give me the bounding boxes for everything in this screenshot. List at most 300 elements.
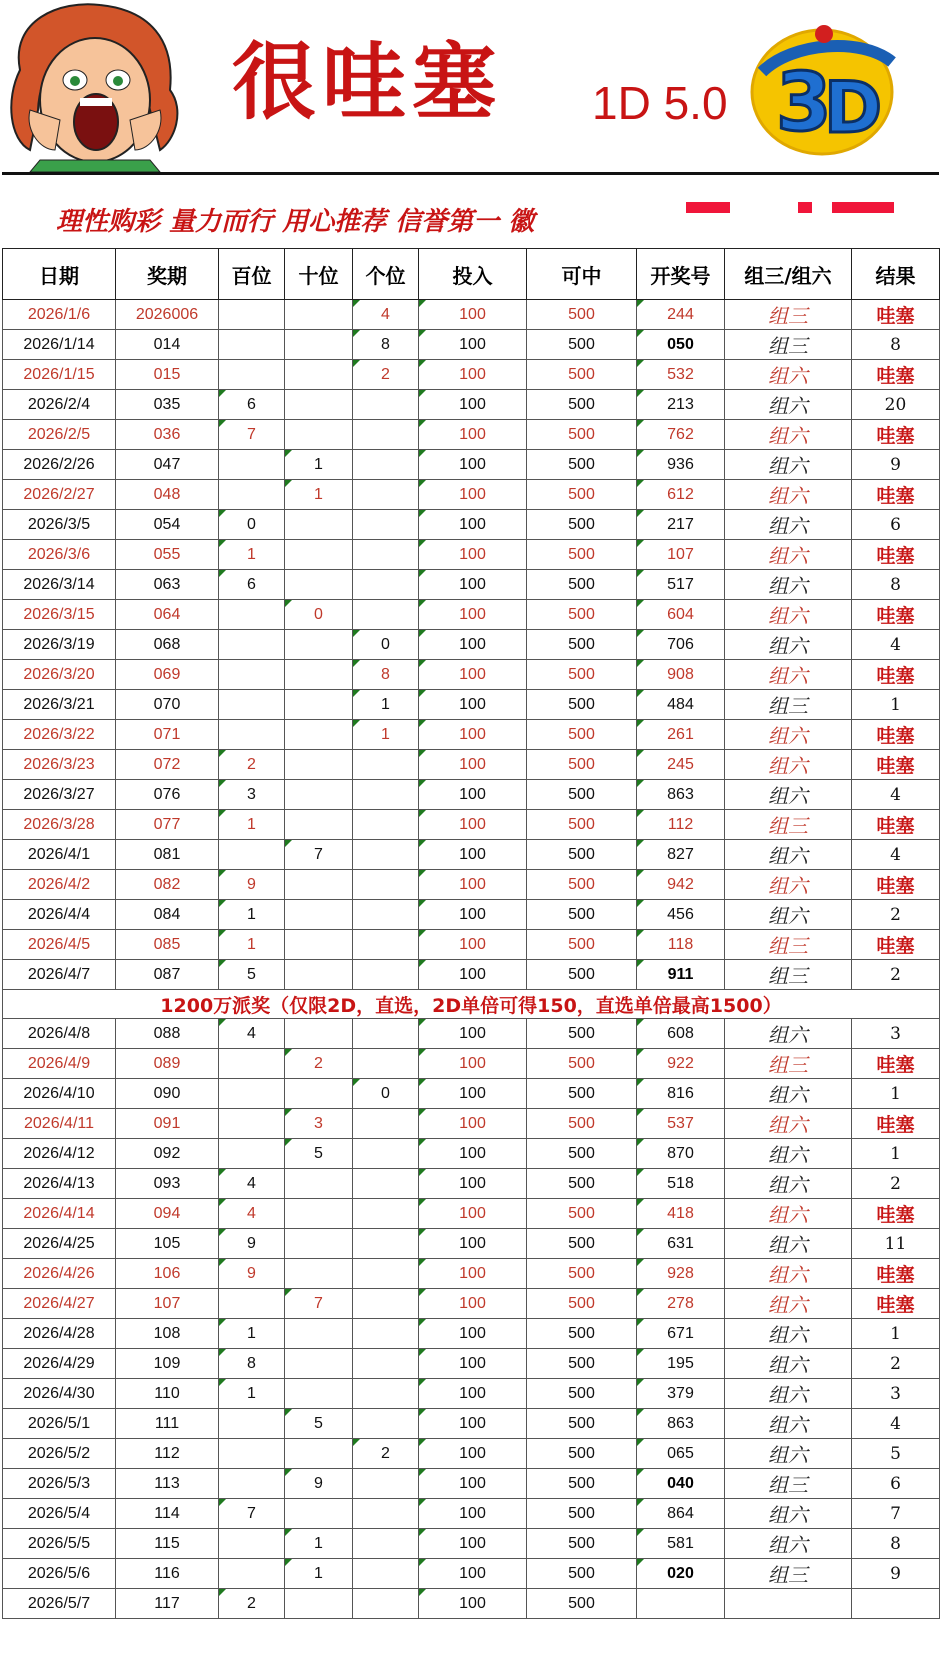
redaction-mark bbox=[686, 202, 730, 213]
stake-cell: 100 bbox=[419, 540, 527, 570]
period-cell: 014 bbox=[116, 330, 219, 360]
group-type-cell: 组六 bbox=[725, 660, 852, 690]
table-row bbox=[3, 1019, 940, 1049]
group-type-cell: 组六 bbox=[725, 510, 852, 540]
date-cell: 2026/3/5 bbox=[3, 510, 116, 540]
result-cell: 2 bbox=[852, 900, 940, 930]
hundreds-cell bbox=[219, 1409, 285, 1439]
result-cell: 8 bbox=[852, 1529, 940, 1559]
stake-cell: 100 bbox=[419, 1499, 527, 1529]
group-type-cell: 组六 bbox=[725, 1379, 852, 1409]
result-cell: 哇塞 bbox=[852, 660, 940, 690]
stake-cell: 100 bbox=[419, 840, 527, 870]
table-row bbox=[3, 750, 940, 780]
tens-cell bbox=[285, 1229, 353, 1259]
group-type-cell: 组六 bbox=[725, 600, 852, 630]
stake-cell: 100 bbox=[419, 1199, 527, 1229]
period-cell: 055 bbox=[116, 540, 219, 570]
column-header: 组三/组六 bbox=[725, 249, 852, 300]
period-cell: 090 bbox=[116, 1079, 219, 1109]
result-cell: 哇塞 bbox=[852, 1289, 940, 1319]
group-type-cell: 组六 bbox=[725, 1289, 852, 1319]
hundreds-cell bbox=[219, 1139, 285, 1169]
hundreds-cell: 9 bbox=[219, 1259, 285, 1289]
units-cell bbox=[353, 1199, 419, 1229]
units-cell bbox=[353, 1109, 419, 1139]
hundreds-cell: 7 bbox=[219, 420, 285, 450]
result-cell: 2 bbox=[852, 960, 940, 990]
group-type-cell: 组六 bbox=[725, 1439, 852, 1469]
result-cell: 4 bbox=[852, 1409, 940, 1439]
units-cell bbox=[353, 420, 419, 450]
result-cell: 哇塞 bbox=[852, 360, 940, 390]
hundreds-cell bbox=[219, 600, 285, 630]
draw-number-cell: 706 bbox=[637, 630, 725, 660]
hundreds-cell: 3 bbox=[219, 780, 285, 810]
column-header: 结果 bbox=[852, 249, 940, 300]
tens-cell bbox=[285, 750, 353, 780]
redaction-mark bbox=[798, 202, 812, 213]
group-type-cell: 组六 bbox=[725, 480, 852, 510]
period-cell: 082 bbox=[116, 870, 219, 900]
payout-cell: 500 bbox=[527, 1469, 637, 1499]
payout-cell: 500 bbox=[527, 1139, 637, 1169]
group-type-cell: 组三 bbox=[725, 690, 852, 720]
period-cell: 094 bbox=[116, 1199, 219, 1229]
date-cell: 2026/1/14 bbox=[3, 330, 116, 360]
table-row bbox=[3, 330, 940, 360]
stake-cell: 100 bbox=[419, 1559, 527, 1589]
group-type-cell: 组三 bbox=[725, 1469, 852, 1499]
result-cell: 8 bbox=[852, 330, 940, 360]
period-cell: 093 bbox=[116, 1169, 219, 1199]
draw-number-cell: 112 bbox=[637, 810, 725, 840]
draw-number-cell: 604 bbox=[637, 600, 725, 630]
hundreds-cell: 1 bbox=[219, 1319, 285, 1349]
stake-cell: 100 bbox=[419, 1289, 527, 1319]
draw-number-cell: 118 bbox=[637, 930, 725, 960]
draw-number-cell: 936 bbox=[637, 450, 725, 480]
draw-number-cell: 217 bbox=[637, 510, 725, 540]
table-row bbox=[3, 1229, 940, 1259]
table-row bbox=[3, 660, 940, 690]
units-cell bbox=[353, 750, 419, 780]
payout-cell: 500 bbox=[527, 900, 637, 930]
results-table-container bbox=[2, 248, 939, 1619]
units-cell bbox=[353, 390, 419, 420]
tens-cell bbox=[285, 360, 353, 390]
result-cell: 哇塞 bbox=[852, 750, 940, 780]
result-cell: 1 bbox=[852, 1319, 940, 1349]
hundreds-cell: 2 bbox=[219, 1589, 285, 1619]
stake-cell: 100 bbox=[419, 300, 527, 330]
payout-cell: 500 bbox=[527, 300, 637, 330]
date-cell: 2026/2/5 bbox=[3, 420, 116, 450]
table-row bbox=[3, 1049, 940, 1079]
date-cell: 2026/5/7 bbox=[3, 1589, 116, 1619]
group-type-cell: 组六 bbox=[725, 1199, 852, 1229]
period-cell: 113 bbox=[116, 1469, 219, 1499]
table-row bbox=[3, 1139, 940, 1169]
draw-number-cell: 107 bbox=[637, 540, 725, 570]
draw-number-cell: 762 bbox=[637, 420, 725, 450]
date-cell: 2026/3/22 bbox=[3, 720, 116, 750]
payout-cell: 500 bbox=[527, 840, 637, 870]
stake-cell: 100 bbox=[419, 360, 527, 390]
stake-cell: 100 bbox=[419, 1469, 527, 1499]
units-cell bbox=[353, 1169, 419, 1199]
date-cell: 2026/4/13 bbox=[3, 1169, 116, 1199]
version-label: 1D 5.0 bbox=[592, 77, 728, 129]
payout-cell: 500 bbox=[527, 1109, 637, 1139]
tens-cell bbox=[285, 1079, 353, 1109]
table-row bbox=[3, 510, 940, 540]
lottery-3d-logo-icon bbox=[742, 12, 902, 162]
period-cell: 068 bbox=[116, 630, 219, 660]
date-cell: 2026/3/27 bbox=[3, 780, 116, 810]
result-cell: 哇塞 bbox=[852, 1049, 940, 1079]
draw-number-cell: 612 bbox=[637, 480, 725, 510]
stake-cell: 100 bbox=[419, 900, 527, 930]
hundreds-cell bbox=[219, 1289, 285, 1319]
payout-cell: 500 bbox=[527, 1079, 637, 1109]
stake-cell: 100 bbox=[419, 750, 527, 780]
hundreds-cell bbox=[219, 1439, 285, 1469]
group-type-cell: 组六 bbox=[725, 870, 852, 900]
units-cell bbox=[353, 810, 419, 840]
result-cell: 哇塞 bbox=[852, 1199, 940, 1229]
group-type-cell: 组三 bbox=[725, 960, 852, 990]
group-type-cell: 组六 bbox=[725, 750, 852, 780]
stake-cell: 100 bbox=[419, 870, 527, 900]
group-type-cell: 组六 bbox=[725, 1079, 852, 1109]
date-cell: 2026/3/15 bbox=[3, 600, 116, 630]
draw-number-cell: 870 bbox=[637, 1139, 725, 1169]
group-type-cell: 组六 bbox=[725, 780, 852, 810]
date-cell: 2026/4/8 bbox=[3, 1019, 116, 1049]
units-cell: 8 bbox=[353, 330, 419, 360]
group-type-cell: 组三 bbox=[725, 930, 852, 960]
date-cell: 2026/5/2 bbox=[3, 1439, 116, 1469]
hundreds-cell bbox=[219, 300, 285, 330]
payout-cell: 500 bbox=[527, 1409, 637, 1439]
group-type-cell: 组六 bbox=[725, 390, 852, 420]
group-type-cell: 组六 bbox=[725, 360, 852, 390]
date-cell: 2026/4/14 bbox=[3, 1199, 116, 1229]
tens-cell: 2 bbox=[285, 1049, 353, 1079]
stake-cell: 100 bbox=[419, 960, 527, 990]
tens-cell bbox=[285, 660, 353, 690]
units-cell bbox=[353, 930, 419, 960]
payout-cell: 500 bbox=[527, 780, 637, 810]
payout-cell: 500 bbox=[527, 720, 637, 750]
hundreds-cell bbox=[219, 1529, 285, 1559]
tens-cell: 7 bbox=[285, 1289, 353, 1319]
table-row bbox=[3, 540, 940, 570]
date-cell: 2026/3/20 bbox=[3, 660, 116, 690]
result-cell: 哇塞 bbox=[852, 870, 940, 900]
draw-number-cell: 418 bbox=[637, 1199, 725, 1229]
table-row bbox=[3, 600, 940, 630]
tens-cell: 1 bbox=[285, 1559, 353, 1589]
stake-cell: 100 bbox=[419, 570, 527, 600]
date-cell: 2026/1/15 bbox=[3, 360, 116, 390]
units-cell bbox=[353, 870, 419, 900]
draw-number-cell: 195 bbox=[637, 1349, 725, 1379]
table-row bbox=[3, 960, 940, 990]
tens-cell bbox=[285, 300, 353, 330]
hundreds-cell: 1 bbox=[219, 540, 285, 570]
result-cell: 哇塞 bbox=[852, 720, 940, 750]
draw-number-cell: 245 bbox=[637, 750, 725, 780]
slogan-text: 理性购彩 量力而行 用心推荐 信誉第一 徽 bbox=[56, 207, 535, 237]
draw-number-cell bbox=[637, 1589, 725, 1619]
stake-cell: 100 bbox=[419, 1349, 527, 1379]
payout-cell: 500 bbox=[527, 660, 637, 690]
hundreds-cell bbox=[219, 1079, 285, 1109]
hundreds-cell bbox=[219, 660, 285, 690]
table-row bbox=[3, 1589, 940, 1619]
units-cell bbox=[353, 1349, 419, 1379]
payout-cell: 500 bbox=[527, 1229, 637, 1259]
tens-cell bbox=[285, 570, 353, 600]
tens-cell bbox=[285, 1169, 353, 1199]
units-cell: 8 bbox=[353, 660, 419, 690]
group-type-cell: 组六 bbox=[725, 570, 852, 600]
date-cell: 2026/3/19 bbox=[3, 630, 116, 660]
result-cell: 6 bbox=[852, 510, 940, 540]
result-cell: 哇塞 bbox=[852, 480, 940, 510]
hundreds-cell bbox=[219, 360, 285, 390]
table-row bbox=[3, 1439, 940, 1469]
stake-cell: 100 bbox=[419, 480, 527, 510]
table-row bbox=[3, 1469, 940, 1499]
period-cell: 116 bbox=[116, 1559, 219, 1589]
draw-number-cell: 863 bbox=[637, 780, 725, 810]
draw-number-cell: 631 bbox=[637, 1229, 725, 1259]
table-row bbox=[3, 810, 940, 840]
stake-cell: 100 bbox=[419, 1589, 527, 1619]
table-row bbox=[3, 1199, 940, 1229]
tens-cell bbox=[285, 930, 353, 960]
date-cell: 2026/4/26 bbox=[3, 1259, 116, 1289]
date-cell: 2026/5/6 bbox=[3, 1559, 116, 1589]
table-body bbox=[3, 300, 940, 1619]
group-type-cell: 组三 bbox=[725, 1049, 852, 1079]
units-cell bbox=[353, 900, 419, 930]
hundreds-cell: 8 bbox=[219, 1349, 285, 1379]
group-type-cell: 组六 bbox=[725, 1109, 852, 1139]
table-row bbox=[3, 1319, 940, 1349]
period-cell: 036 bbox=[116, 420, 219, 450]
draw-number-cell: 942 bbox=[637, 870, 725, 900]
date-cell: 2026/4/12 bbox=[3, 1139, 116, 1169]
draw-number-cell: 040 bbox=[637, 1469, 725, 1499]
tens-cell bbox=[285, 330, 353, 360]
hundreds-cell: 7 bbox=[219, 1499, 285, 1529]
svg-text:3: 3 bbox=[776, 56, 832, 149]
payout-cell: 500 bbox=[527, 1319, 637, 1349]
table-row bbox=[3, 360, 940, 390]
period-cell: 117 bbox=[116, 1589, 219, 1619]
period-cell: 2026006 bbox=[116, 300, 219, 330]
payout-cell: 500 bbox=[527, 870, 637, 900]
draw-number-cell: 863 bbox=[637, 1409, 725, 1439]
group-type-cell: 组三 bbox=[725, 330, 852, 360]
date-cell: 2026/3/6 bbox=[3, 540, 116, 570]
draw-number-cell: 065 bbox=[637, 1439, 725, 1469]
tens-cell bbox=[285, 810, 353, 840]
table-row bbox=[3, 480, 940, 510]
units-cell: 2 bbox=[353, 1439, 419, 1469]
units-cell bbox=[353, 1229, 419, 1259]
units-cell bbox=[353, 510, 419, 540]
tens-cell bbox=[285, 900, 353, 930]
tens-cell bbox=[285, 390, 353, 420]
draw-number-cell: 261 bbox=[637, 720, 725, 750]
tens-cell bbox=[285, 1589, 353, 1619]
table-row bbox=[3, 1529, 940, 1559]
hundreds-cell: 9 bbox=[219, 1229, 285, 1259]
column-header: 日期 bbox=[3, 249, 116, 300]
period-cell: 108 bbox=[116, 1319, 219, 1349]
stake-cell: 100 bbox=[419, 1139, 527, 1169]
hundreds-cell bbox=[219, 330, 285, 360]
result-cell: 2 bbox=[852, 1349, 940, 1379]
payout-cell: 500 bbox=[527, 1199, 637, 1229]
date-cell: 2026/4/1 bbox=[3, 840, 116, 870]
result-cell: 哇塞 bbox=[852, 810, 940, 840]
table-row bbox=[3, 1499, 940, 1529]
period-cell: 106 bbox=[116, 1259, 219, 1289]
group-type-cell: 组六 bbox=[725, 630, 852, 660]
result-cell: 1 bbox=[852, 1139, 940, 1169]
period-cell: 111 bbox=[116, 1409, 219, 1439]
result-cell: 1 bbox=[852, 1079, 940, 1109]
result-cell: 11 bbox=[852, 1229, 940, 1259]
stake-cell: 100 bbox=[419, 690, 527, 720]
draw-number-cell: 518 bbox=[637, 1169, 725, 1199]
date-cell: 2026/4/9 bbox=[3, 1049, 116, 1079]
payout-cell: 500 bbox=[527, 1349, 637, 1379]
period-cell: 048 bbox=[116, 480, 219, 510]
payout-cell: 500 bbox=[527, 390, 637, 420]
payout-cell: 500 bbox=[527, 600, 637, 630]
group-type-cell: 组六 bbox=[725, 1499, 852, 1529]
slogan-bar bbox=[2, 172, 939, 248]
stake-cell: 100 bbox=[419, 330, 527, 360]
group-type-cell: 组六 bbox=[725, 1229, 852, 1259]
hundreds-cell: 5 bbox=[219, 960, 285, 990]
units-cell: 2 bbox=[353, 360, 419, 390]
date-cell: 2026/4/11 bbox=[3, 1109, 116, 1139]
payout-cell: 500 bbox=[527, 1439, 637, 1469]
payout-cell: 500 bbox=[527, 1259, 637, 1289]
result-cell: 4 bbox=[852, 840, 940, 870]
table-header-row bbox=[3, 249, 940, 300]
units-cell: 0 bbox=[353, 630, 419, 660]
date-cell: 2026/3/21 bbox=[3, 690, 116, 720]
hundreds-cell: 6 bbox=[219, 570, 285, 600]
payout-cell: 500 bbox=[527, 420, 637, 450]
stake-cell: 100 bbox=[419, 1109, 527, 1139]
payout-cell: 500 bbox=[527, 630, 637, 660]
result-cell: 哇塞 bbox=[852, 300, 940, 330]
payout-cell: 500 bbox=[527, 1049, 637, 1079]
stake-cell: 100 bbox=[419, 1169, 527, 1199]
stake-cell: 100 bbox=[419, 810, 527, 840]
units-cell bbox=[353, 1529, 419, 1559]
draw-number-cell: 928 bbox=[637, 1259, 725, 1289]
draw-number-cell: 827 bbox=[637, 840, 725, 870]
stake-cell: 100 bbox=[419, 1439, 527, 1469]
payout-cell: 500 bbox=[527, 1559, 637, 1589]
group-type-cell: 组六 bbox=[725, 720, 852, 750]
units-cell: 4 bbox=[353, 300, 419, 330]
period-cell: 087 bbox=[116, 960, 219, 990]
table-row bbox=[3, 420, 940, 450]
group-type-cell: 组六 bbox=[725, 1139, 852, 1169]
date-cell: 2026/3/28 bbox=[3, 810, 116, 840]
period-cell: 035 bbox=[116, 390, 219, 420]
tens-cell bbox=[285, 420, 353, 450]
stake-cell: 100 bbox=[419, 780, 527, 810]
date-cell: 2026/2/27 bbox=[3, 480, 116, 510]
hundreds-cell bbox=[219, 450, 285, 480]
column-header: 个位 bbox=[353, 249, 419, 300]
date-cell: 2026/3/23 bbox=[3, 750, 116, 780]
group-type-cell: 组六 bbox=[725, 1169, 852, 1199]
payout-cell: 500 bbox=[527, 1379, 637, 1409]
tens-cell bbox=[285, 1319, 353, 1349]
hundreds-cell: 1 bbox=[219, 900, 285, 930]
result-cell: 哇塞 bbox=[852, 420, 940, 450]
result-cell: 8 bbox=[852, 570, 940, 600]
hundreds-cell: 0 bbox=[219, 510, 285, 540]
result-cell: 9 bbox=[852, 1559, 940, 1589]
period-cell: 070 bbox=[116, 690, 219, 720]
draw-number-cell: 864 bbox=[637, 1499, 725, 1529]
tens-cell bbox=[285, 720, 353, 750]
date-cell: 2026/4/7 bbox=[3, 960, 116, 990]
table-row bbox=[3, 900, 940, 930]
payout-cell: 500 bbox=[527, 450, 637, 480]
tens-cell bbox=[285, 1379, 353, 1409]
table-row bbox=[3, 1409, 940, 1439]
promo-banner: 1200万派奖（仅限2D，直选，2D单倍可得150，直选单倍最高1500） bbox=[3, 990, 940, 1019]
draw-number-cell: 244 bbox=[637, 300, 725, 330]
payout-cell: 500 bbox=[527, 690, 637, 720]
table-row bbox=[3, 570, 940, 600]
tens-cell: 5 bbox=[285, 1409, 353, 1439]
units-cell: 0 bbox=[353, 1079, 419, 1109]
column-header: 十位 bbox=[285, 249, 353, 300]
stake-cell: 100 bbox=[419, 1049, 527, 1079]
units-cell bbox=[353, 540, 419, 570]
tens-cell bbox=[285, 630, 353, 660]
units-cell bbox=[353, 840, 419, 870]
date-cell: 2026/4/5 bbox=[3, 930, 116, 960]
draw-number-cell: 608 bbox=[637, 1019, 725, 1049]
group-type-cell: 组六 bbox=[725, 420, 852, 450]
period-cell: 110 bbox=[116, 1379, 219, 1409]
date-cell: 2026/4/27 bbox=[3, 1289, 116, 1319]
stake-cell: 100 bbox=[419, 1409, 527, 1439]
result-cell: 哇塞 bbox=[852, 1259, 940, 1289]
payout-cell: 500 bbox=[527, 1589, 637, 1619]
column-header: 百位 bbox=[219, 249, 285, 300]
units-cell bbox=[353, 1469, 419, 1499]
